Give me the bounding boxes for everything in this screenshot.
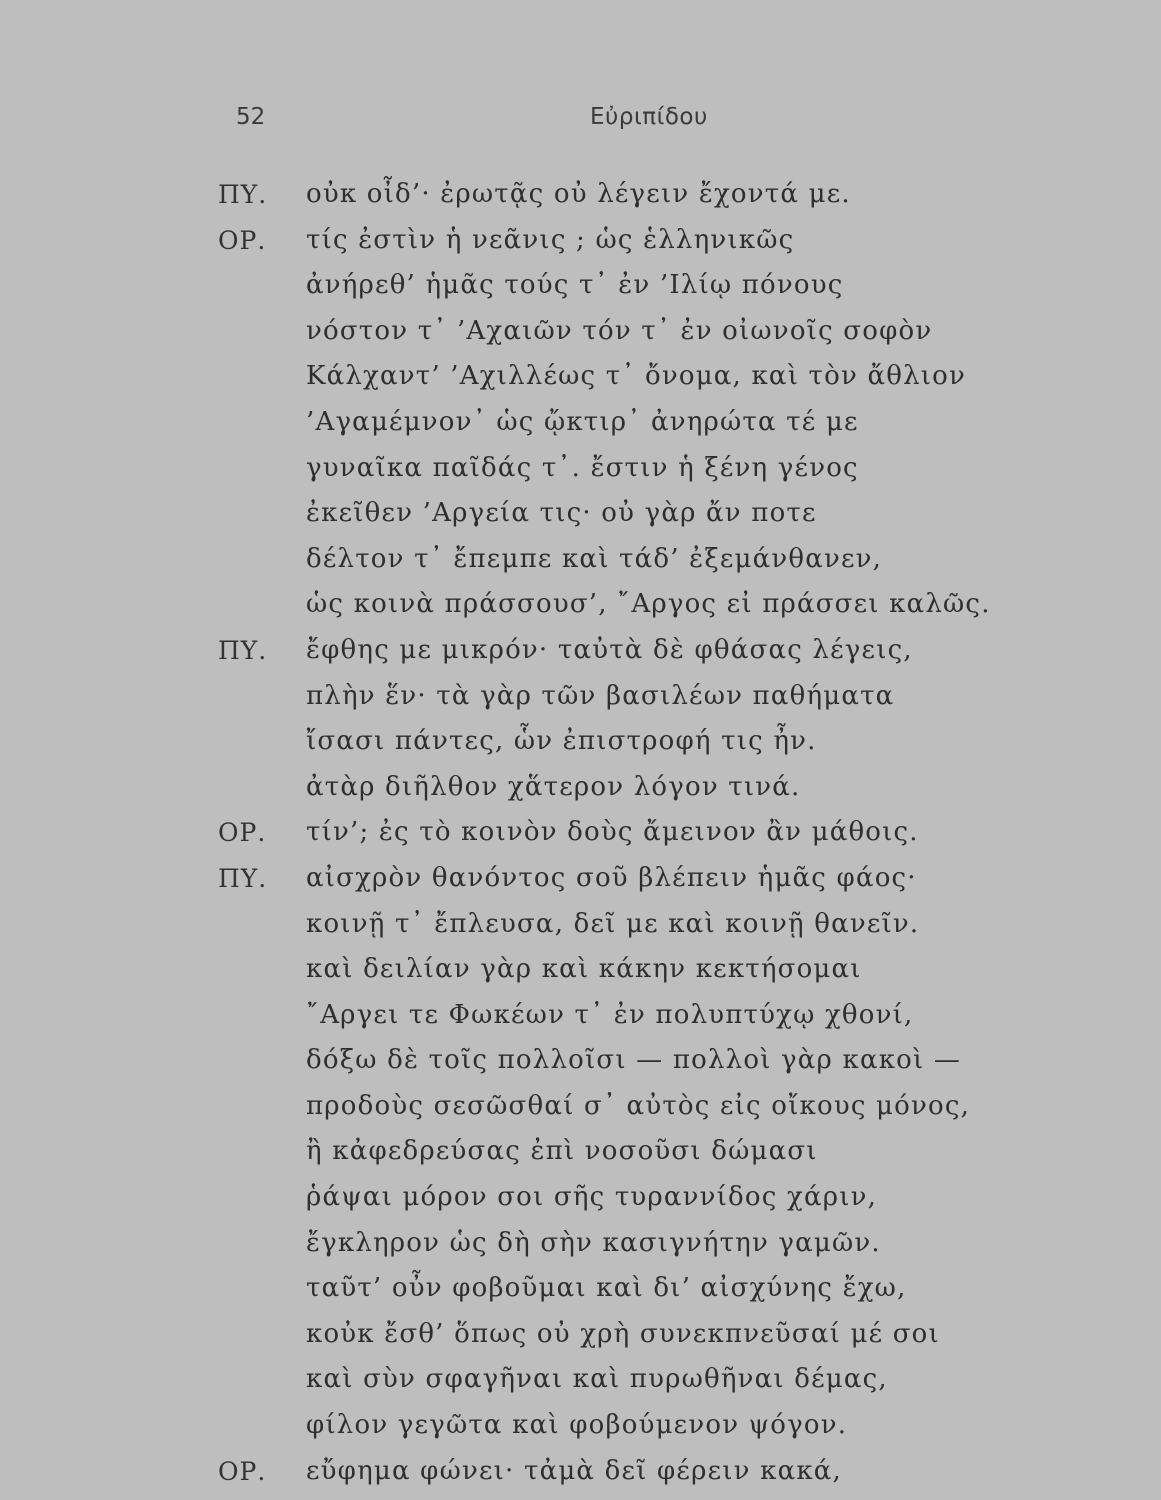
speaker-label: ΟΡ. [218,1456,267,1486]
verse-line [0,354,1161,400]
verse-text: ’Αγαμέμνον᾽ ὡς ᾤκτιρ᾽ ἀνηρώτα τέ με [306,406,859,437]
verse-text: ἔφθης με μικρόν· ταὐτὰ δὲ φθάσας λέγεις, [306,634,913,665]
verse-text: πλὴν ἕν· τὰ γὰρ τῶν βασιλέων παθήματα [306,680,895,711]
verse-line [0,218,1161,264]
verse-line [0,856,1161,902]
verse-line [0,1175,1161,1221]
verse-text: ταῦτ’ οὖν φοβοῦμαι καὶ δι’ αἰσχύνης ἔχω, [306,1273,907,1304]
verse-text: νόστον τ᾽ ’Αχαιῶν τόν τ᾽ ἐν οἰωνοῖς σοφὸν [306,315,933,346]
verse-text: καὶ σὺν σφαγῆναι καὶ πυρωθῆναι δέμας, [306,1364,888,1395]
verse-text: ἢ κἀφεδρεύσας ἐπὶ νοσοῦσι δώμασι [306,1136,818,1167]
verse-text: δόξω δὲ τοῖς πολλοῖσι — πολλοὶ γὰρ κακοὶ — [306,1045,962,1076]
verse-text: προδοὺς σεσῶσθαί σ᾽ αὐτὸς εἰς οἴκους μόνος, [306,1090,971,1121]
verse-text: κοὐκ ἔσθ’ ὅπως οὐ χρὴ συνεκπνεῦσαί μέ σοι [306,1318,940,1349]
verse-line [0,1129,1161,1175]
verse-line [0,263,1161,309]
verse-line [0,400,1161,446]
verse-text: Κάλχαντ’ ’Αχιλλέως τ᾽ ὄνομα, καὶ τὸν ἄθλιον [306,361,966,392]
verse-text: φίλον γεγῶτα καὶ φοβούμενον ψόγον. [306,1410,848,1441]
verse-text: ἀτὰρ διῆλθον χἅτερον λόγον τινά. [306,771,801,802]
speaker-label: ΠΥ. [218,635,268,665]
verse-line [0,765,1161,811]
verse-line [0,810,1161,856]
verse-text: τίν’; ἐς τὸ κοινὸν δοὺς ἄμεινον ἂν μάθοις. [306,817,919,848]
verse-line [0,172,1161,218]
verse-line [0,446,1161,492]
verse-line [0,491,1161,537]
verse-line [0,1221,1161,1267]
verse-line [0,582,1161,628]
verse-line [0,1038,1161,1084]
verse-line [0,309,1161,355]
verse-line [0,674,1161,720]
speaker-label: ΟΡ. [218,225,267,255]
verse-line [0,947,1161,993]
verse-text-block [0,172,1161,1494]
verse-line [0,902,1161,948]
verse-line [0,628,1161,674]
verse-line [0,1266,1161,1312]
verse-text: ἔγκληρον ὡς δὴ σὴν κασιγνήτην γαμῶν. [306,1227,881,1258]
verse-line [0,1449,1161,1495]
verse-line [0,719,1161,765]
verse-line [0,1312,1161,1358]
verse-text: καὶ δειλίαν γὰρ καὶ κάκην κεκτήσομαι [306,954,862,985]
speaker-label: ΠΥ. [218,180,268,209]
verse-text: αἰσχρὸν θανόντος σοῦ βλέπειν ἡμᾶς φάος· [306,862,917,893]
verse-text: ἐκεῖθεν ’Αργεία τις· οὐ γὰρ ἄν ποτε [306,498,817,529]
verse-line [0,1403,1161,1449]
verse-text: ῎Αργει τε Φωκέων τ᾽ ἐν πολυπτύχῳ χθονί, [306,999,914,1030]
page-number: 52 [236,104,266,130]
speaker-label: ΠΥ. [218,863,268,893]
speaker-label: ΟΡ. [218,818,267,848]
verse-text: κοινῇ τ᾽ ἔπλευσα, δεῖ με καὶ κοινῇ θανεῖν. [306,908,920,939]
verse-text: δέλτον τ᾽ ἔπεμπε καὶ τάδ’ ἐξεμάνθανεν, [306,543,883,574]
verse-text: ἀνήρεθ’ ἡμᾶς τούς τ᾽ ἐν ’Ιλίῳ πόνους [306,270,844,301]
verse-text: τίς ἐστὶν ἡ νεᾶνις ; ὡς ἑλληνικῶς [306,224,795,255]
verse-text: ῥάψαι μόρον σοι σῆς τυραννίδος χάριν, [306,1182,878,1213]
verse-text: ὡς κοινὰ πράσσουσ’, ῎Αργος εἰ πράσσει καλῶς. [306,589,991,620]
verse-line [0,1084,1161,1130]
verse-text: οὐκ οἶδ’· ἐρωτᾷς οὐ λέγειν ἔχοντά με. [306,179,851,209]
verse-line [0,1357,1161,1403]
verse-text: εὔφημα φώνει· τἀμὰ δεῖ φέρειν κακά, [306,1455,842,1486]
running-head [0,104,1161,138]
verse-line [0,537,1161,583]
verse-line [0,993,1161,1039]
running-title: Εὐριπίδου [590,104,708,130]
verse-text: γυναῖκα παῖδάς τ᾽. ἔστιν ἡ ξένη γένος [306,452,859,483]
verse-text: ἴσασι πάντες, ὧν ἐπιστροφή τις ἦν. [306,726,817,757]
